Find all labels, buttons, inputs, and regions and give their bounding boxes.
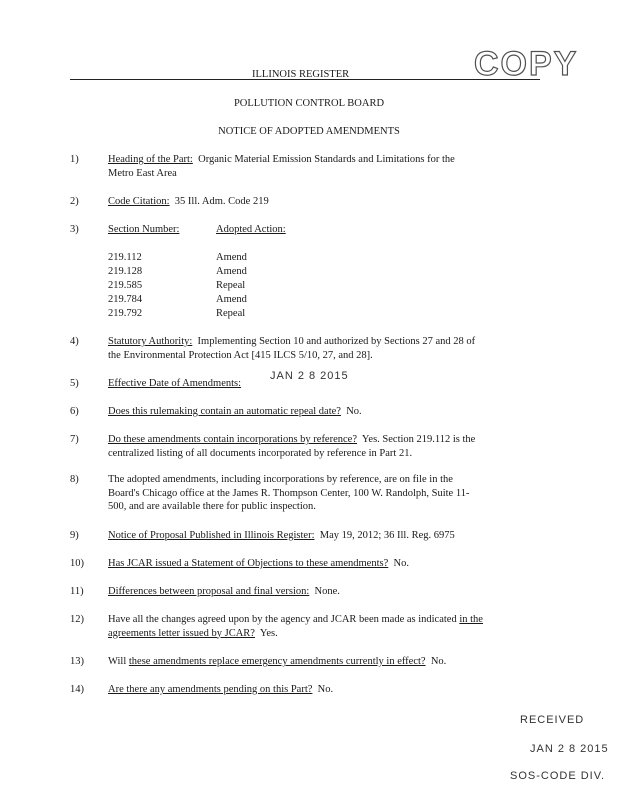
effective-date-stamp: JAN 2 8 2015 [270, 370, 349, 382]
item-4-text: Implementing Section 10 and authorized by Sections 27 and 28 of [197, 336, 476, 347]
item-9-number: 9) [70, 530, 79, 541]
received-date-stamp: JAN 2 8 2015 [530, 743, 609, 755]
received-stamp: RECEIVED [520, 714, 585, 726]
item-12-number: 12) [70, 614, 84, 625]
item-4-text2: the Environmental Protection Act [415 ILCS 5/10, 27, and 28]. [108, 349, 373, 361]
item-9 [108, 529, 548, 543]
item-2-label: Code Citation: [108, 196, 170, 207]
section-row [108, 293, 308, 307]
item-4 [108, 335, 548, 362]
item-1 [108, 153, 548, 180]
item-9-text: May 19, 2012; 36 Ill. Reg. 6975 [319, 530, 455, 541]
item-4-label: Statutory Authority: [108, 336, 193, 347]
item-7-text2: centralized listing of all documents incorporated by reference in Part 21. [108, 447, 413, 459]
item-6 [108, 405, 548, 419]
item-10-number: 10) [70, 558, 84, 569]
item-11-answer: None. [314, 586, 340, 597]
item-8-line3: 500, and are available there for public inspection. [108, 501, 316, 512]
item-12 [108, 613, 548, 640]
item-13-answer: No. [430, 656, 447, 667]
item-7-number: 7) [70, 434, 79, 445]
section-number: 219.585 [108, 280, 143, 291]
item-11 [108, 585, 548, 599]
section-action: Amend [216, 252, 247, 263]
item-11-label: Differences between proposal and final version: [108, 586, 310, 597]
item-6-number: 6) [70, 406, 79, 417]
item-1-label: Heading of the Part: [108, 154, 193, 165]
section-row [108, 265, 308, 279]
item-10-answer: No. [393, 558, 409, 569]
item-14-question: Are there any amendments pending on this Part? [108, 684, 313, 695]
item-7-answer: Yes. Section 219.112 is the [361, 434, 476, 445]
section-action: Repeal [216, 280, 246, 291]
section-row [108, 279, 308, 293]
copy-stamp: COPY [474, 45, 579, 83]
item-8 [108, 473, 548, 514]
item-5-label: Effective Date of Amendments: [108, 378, 242, 389]
item-12-link: in the [459, 614, 483, 625]
item-1-number: 1) [70, 154, 79, 165]
item-2-text: 35 Ill. Adm. Code 219 [174, 196, 269, 207]
item-10 [108, 557, 548, 571]
board-title: POLLUTION CONTROL BOARD [233, 98, 385, 109]
item-6-answer: No. [346, 406, 362, 417]
section-action: Amend [216, 294, 247, 305]
item-13-pre: Will [108, 656, 127, 667]
item-7 [108, 433, 548, 460]
section-number-header: Section Number: [108, 224, 180, 235]
item-3-number: 3) [70, 224, 79, 235]
item-11-number: 11) [70, 586, 84, 597]
item-4-number: 4) [70, 336, 79, 347]
section-number: 219.784 [108, 294, 143, 305]
item-13-number: 13) [70, 656, 84, 667]
item-2 [108, 195, 548, 209]
item-2-number: 2) [70, 196, 79, 207]
section-action: Repeal [216, 308, 246, 319]
item-14-answer: No. [317, 684, 334, 695]
item-6-question: Does this rulemaking contain an automatic repeal date? [108, 406, 341, 417]
item-8-line2: Board's Chicago office at the James R. Thompson Center, 100 W. Randolph, Suite 11- [108, 487, 470, 499]
item-12-line2: agreements letter issued by JCAR? [108, 627, 255, 639]
item-14 [108, 683, 548, 697]
item-1-text: Organic Material Emission Standards and Limitations for the [198, 154, 455, 165]
section-number: 219.112 [108, 252, 142, 263]
item-13 [108, 655, 548, 669]
item-7-question: Do these amendments contain incorporations by reference? [108, 434, 357, 445]
item-14-number: 14) [70, 684, 84, 695]
item-8-line1: The adopted amendments, including incorporations by reference, are on file in the [108, 474, 453, 485]
section-row [108, 251, 308, 265]
item-12-pre: Have all the changes agreed upon by the agency and JCAR been made as indicated [108, 614, 457, 625]
office-stamp: SOS-CODE DIV. [510, 770, 606, 782]
item-10-question: Has JCAR issued a Statement of Objections to these amendments? [108, 558, 389, 569]
adopted-action-header: Adopted Action: [216, 224, 286, 235]
section-number: 219.128 [108, 266, 143, 277]
item-5-number: 5) [70, 378, 79, 389]
item-9-label: Notice of Proposal Published in Illinois Register: [108, 530, 315, 541]
item-12-answer: Yes. [259, 627, 278, 639]
section-number: 219.792 [108, 308, 143, 319]
item-1-text2: Metro East Area [108, 167, 177, 179]
item-8-number: 8) [70, 474, 79, 485]
register-title: ILLINOIS REGISTER [252, 69, 350, 80]
notice-title: NOTICE OF ADOPTED AMENDMENTS [218, 126, 400, 137]
section-action: Amend [216, 266, 247, 277]
item-13-question: these amendments replace emergency amendments currently in effect? [128, 656, 426, 667]
section-row [108, 307, 308, 321]
